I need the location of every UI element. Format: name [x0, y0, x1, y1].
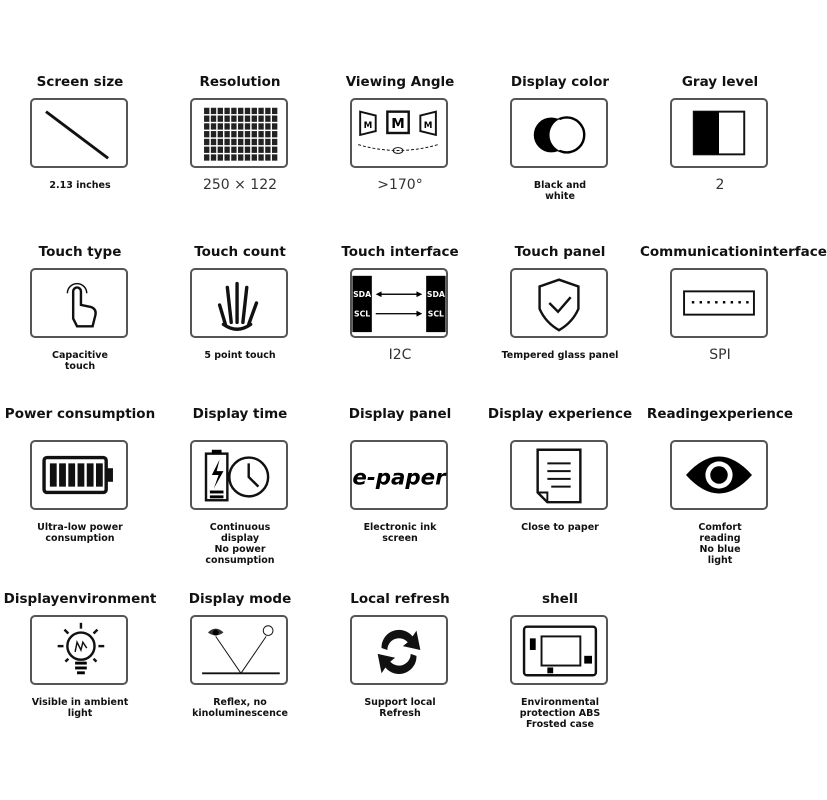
spec-caption-line: light — [707, 555, 733, 566]
spec-caption — [480, 697, 640, 730]
spec-title-line: Touch panel — [514, 244, 606, 260]
spec-caption-line: Ultra-low power — [37, 522, 123, 533]
spec-title — [480, 244, 640, 260]
spec-caption-line: >170° — [377, 177, 423, 193]
spec-caption-line: No power — [214, 544, 266, 555]
spec-icon-box — [190, 440, 288, 510]
svg-text:M: M — [363, 121, 373, 132]
eye-icon — [672, 442, 766, 508]
spec-caption-line: Support local — [364, 697, 436, 708]
spec-caption-line: SPI — [709, 347, 731, 363]
spec-card — [480, 244, 640, 361]
spec-caption-line: Electronic ink — [363, 522, 437, 533]
spec-icon-box — [190, 615, 288, 685]
spec-icon-box — [510, 98, 608, 168]
finger-touch-icon — [32, 270, 126, 336]
spec-caption-line: Reflex, no — [213, 697, 267, 708]
spec-caption-line: 5 point touch — [204, 350, 276, 361]
spec-caption-line: consumption — [205, 555, 275, 566]
spec-title — [480, 406, 640, 422]
spec-title — [0, 74, 160, 90]
spec-caption-line: Tempered glass panel — [501, 350, 619, 361]
spec-title — [640, 244, 827, 260]
spec-caption-line: touch — [64, 361, 96, 372]
spec-caption-line: consumption — [45, 533, 115, 544]
spec-title-line: Display — [3, 591, 60, 607]
spec-caption — [160, 697, 320, 719]
svg-text:M: M — [423, 121, 433, 132]
spec-caption-line: protection ABS — [519, 708, 601, 719]
refresh-icon — [352, 617, 446, 683]
spec-card — [320, 244, 480, 363]
spec-caption-line: Black and — [533, 180, 587, 191]
case-icon — [512, 617, 606, 683]
spec-title — [320, 74, 480, 90]
spec-caption-line: Environmental — [521, 697, 599, 708]
spec-card — [320, 591, 480, 719]
spec-caption-line: Visible in ambient — [31, 697, 129, 708]
spec-icon-box — [670, 98, 768, 168]
spec-icon-box — [350, 615, 448, 685]
spec-caption — [320, 347, 480, 363]
spec-card — [0, 244, 160, 372]
spec-caption — [480, 350, 640, 361]
spec-caption — [0, 522, 160, 544]
svg-text:SDA: SDA — [353, 290, 372, 300]
spec-title-line: Display experience — [487, 406, 633, 422]
shield-check-icon — [512, 270, 606, 336]
spec-card — [0, 74, 160, 191]
spec-card — [480, 406, 640, 533]
spec-caption-line: 2 — [715, 177, 725, 193]
spec-caption-line: kinoluminescence — [192, 708, 288, 719]
spec-card — [0, 591, 160, 719]
spec-card — [160, 591, 320, 719]
svg-text:M: M — [391, 116, 405, 133]
spec-title-line: Viewing Angle — [345, 74, 455, 90]
connector-icon — [672, 270, 766, 336]
light-bulb-icon — [32, 617, 126, 683]
pixel-grid-icon — [192, 100, 286, 166]
spec-caption-line: reading — [699, 533, 741, 544]
color-circles-icon — [512, 100, 606, 166]
gray-level-icon — [672, 100, 766, 166]
spec-title — [480, 591, 640, 607]
spec-title — [640, 406, 800, 422]
spec-title — [160, 244, 320, 260]
spec-title — [0, 406, 160, 422]
spec-caption-line: No blue — [699, 544, 741, 555]
spec-caption-line: Refresh — [379, 708, 421, 719]
spec-title-line: Resolution — [199, 74, 281, 90]
spec-title-line: Touch interface — [341, 244, 459, 260]
spec-caption — [640, 522, 800, 566]
spec-title-line: experience — [709, 406, 794, 422]
spec-title-line: Screen size — [36, 74, 124, 90]
spec-icon-box — [30, 440, 128, 510]
spec-caption — [640, 347, 800, 363]
spec-card — [640, 244, 827, 363]
spec-title-line: environment — [59, 591, 157, 607]
spec-title-line: Reading — [646, 406, 710, 422]
spec-title-line: Touch type — [38, 244, 122, 260]
svg-text:SCL: SCL — [354, 309, 371, 319]
spec-caption — [480, 522, 640, 533]
spec-title — [640, 74, 800, 90]
spec-title-line: Communication — [640, 244, 759, 260]
diagonal-line-icon — [32, 100, 126, 166]
spec-title-line: Gray level — [681, 74, 759, 90]
spec-icon-box — [30, 98, 128, 168]
spec-title-line: Display color — [510, 74, 610, 90]
spec-caption-line: I2C — [388, 347, 412, 363]
spec-icon-box — [350, 440, 448, 510]
spec-caption — [160, 350, 320, 361]
spec-card — [320, 74, 480, 193]
spec-caption — [320, 697, 480, 719]
spec-icon-box — [30, 268, 128, 338]
spec-caption-line: Continuous — [209, 522, 271, 533]
spec-caption-line: screen — [382, 533, 418, 544]
spec-title — [320, 591, 480, 607]
i2c-interface-icon — [352, 270, 446, 336]
spec-title — [480, 74, 640, 90]
spec-caption-line: Frosted case — [526, 719, 594, 730]
spec-card — [160, 406, 320, 566]
spec-caption-line: Comfort — [698, 522, 742, 533]
spec-icon-box — [190, 98, 288, 168]
spec-caption-line: white — [545, 191, 575, 202]
spec-icon-box — [510, 268, 608, 338]
spec-title — [160, 591, 320, 607]
spec-title-line: Local refresh — [350, 591, 450, 607]
spec-caption — [0, 350, 160, 372]
spec-caption — [320, 522, 480, 544]
spec-title — [160, 74, 320, 90]
spec-icon-box — [190, 268, 288, 338]
spec-caption-line: 250 × 122 — [202, 177, 278, 193]
spec-icon-box — [670, 440, 768, 510]
spec-caption-line: Capacitive — [52, 350, 108, 361]
spec-caption — [160, 522, 320, 566]
svg-text:e-paper: e-paper — [352, 465, 446, 491]
spec-title — [160, 406, 320, 422]
svg-text:SCL: SCL — [427, 309, 444, 319]
spec-title-line: Display time — [192, 406, 288, 422]
spec-caption — [160, 177, 320, 193]
spec-caption — [0, 180, 160, 191]
spec-caption-line: Close to paper — [521, 522, 599, 533]
spec-title — [0, 244, 160, 260]
spec-card — [480, 74, 640, 202]
spec-caption — [320, 177, 480, 193]
spec-card — [160, 74, 320, 193]
spec-title — [0, 591, 160, 607]
hand-icon — [192, 270, 286, 336]
spec-card — [480, 591, 640, 730]
spec-title-line: shell — [541, 591, 579, 607]
e-paper-icon — [352, 442, 446, 508]
spec-icon-box — [510, 615, 608, 685]
spec-icon-box — [350, 268, 448, 338]
battery-icon — [32, 442, 126, 508]
spec-caption — [480, 180, 640, 202]
spec-caption — [0, 697, 160, 719]
document-icon — [512, 442, 606, 508]
spec-caption-line: light — [67, 708, 93, 719]
spec-title-line: Display mode — [188, 591, 292, 607]
spec-caption — [640, 177, 800, 193]
spec-title — [320, 406, 480, 422]
spec-card — [640, 406, 800, 566]
spec-caption-line: display — [220, 533, 260, 544]
spec-title-line: interface — [758, 244, 827, 260]
battery-clock-icon — [192, 442, 286, 508]
spec-card — [160, 244, 320, 361]
svg-text:SDA: SDA — [426, 290, 445, 300]
spec-title-line: Power consumption — [4, 406, 156, 422]
spec-caption-line: 2.13 inches — [49, 180, 111, 191]
spec-card — [0, 406, 160, 544]
reflection-icon — [192, 617, 286, 683]
spec-card — [320, 406, 480, 544]
spec-icon-box — [510, 440, 608, 510]
viewing-angle-icon — [352, 100, 446, 166]
spec-icon-box — [670, 268, 768, 338]
spec-card — [640, 74, 800, 193]
spec-title-line: Touch count — [194, 244, 286, 260]
spec-icon-box — [30, 615, 128, 685]
spec-icon-box — [350, 98, 448, 168]
spec-title-line: Display panel — [348, 406, 452, 422]
spec-title — [320, 244, 480, 260]
